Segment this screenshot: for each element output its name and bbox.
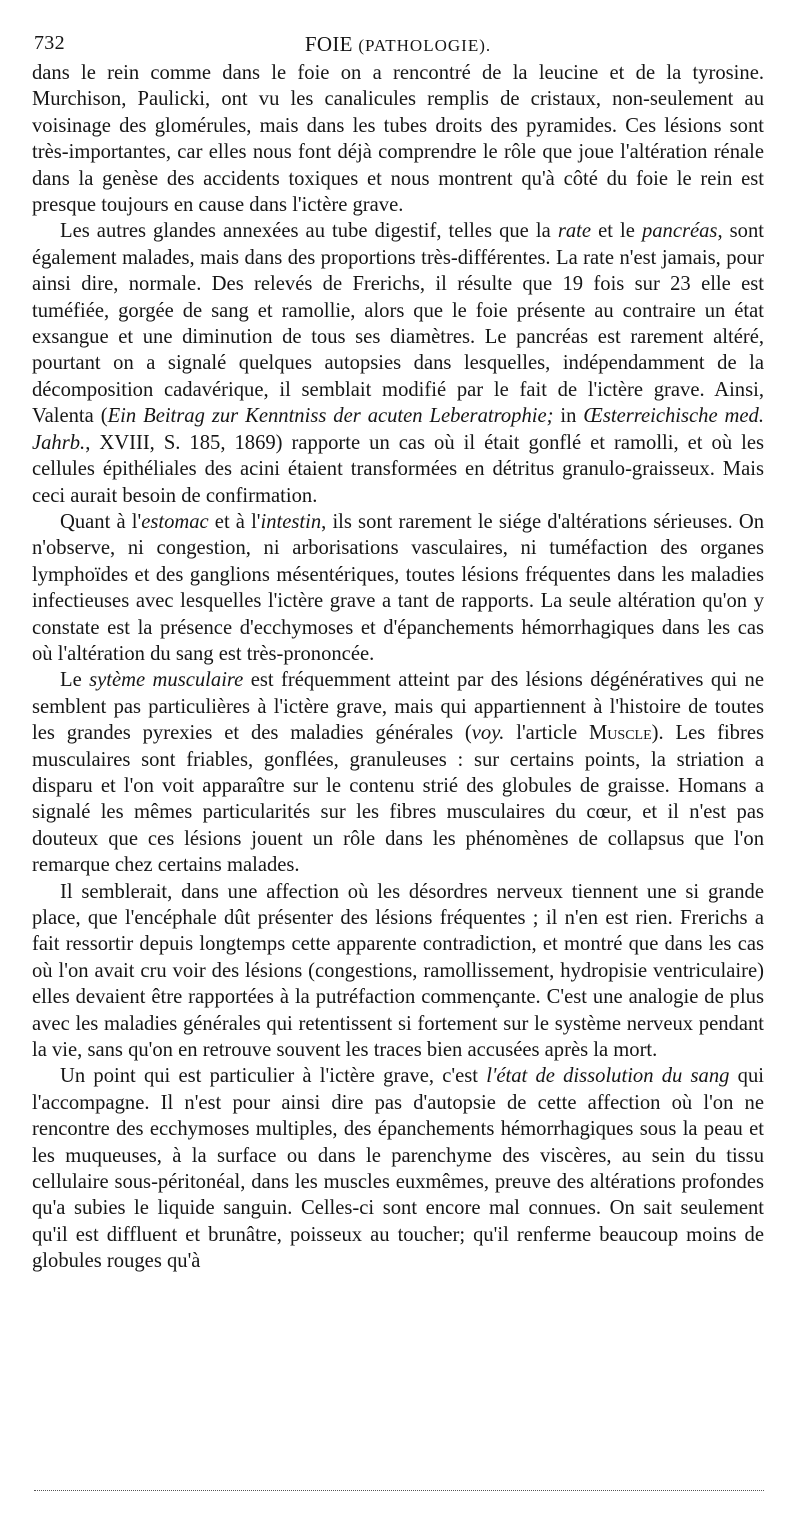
italic-span: sytème musculaire — [89, 669, 244, 692]
text-span: dans le rein comme dans le foie on a rencontré de la leucine et de la tyrosine. Murchison, Paulicki, ont vu les canalicules remplis de cristaux, non-seulement au voisinage des glomérules, mais dans les tubes droits des pyramides. Ces lésions sont très-importantes, car elles nous font déjà comprendre le rôle que joue l'altération rénale dans la genèse des accidents toxiques et nous montrent qu'à côté du foie le rein est presque toujours en cause dans l'ictère grave. — [32, 62, 764, 217]
text-span: Les autres glandes annexées au tube digestif, telles que la — [60, 220, 558, 243]
text-span: Il semblerait, dans une affection où les désordres nerveux tiennent une si grande place, que l'encéphale dût présenter des lésions fréquentes ; il n'en est rien. Frerichs a fait ressortir depuis longtemps cette apparente contradiction, et montré que dans les cas où l'on avait cru voir des lésions (congestions, ramollissement, hydropisie ventriculaire) elles devaient être rapportées à la putréfaction commençante. C'est une analogie de plus avec les maladies générales qui retentissent si fortement sur le système nerveux pendant la vie, sans qu'on en retrouve souvent les traces bien accusées après la mort. — [32, 880, 764, 1062]
text-span: l'article — [504, 722, 589, 745]
text-span: et le — [591, 220, 642, 243]
italic-span: pancréas — [641, 220, 718, 243]
text-span: qui l'accompagne. Il n'est pour ainsi dire pas d'autopsie de cette affection où l'on ne rencontre des ecchymoses multiples, des épanchements hémorrhagiques sous la peau et les muqueuses, à la surface ou dans le parenchyme des viscères, au sein du tissu cellulaire sous-péritonéal, dans les muscles euxmêmes, preuve des altérations profondes qu'a subies le liquide sanguin. Celles-ci sont encore mal connues. On sait seulement qu'il est diffluent et brunâtre, poisseux au toucher; qu'il renferme beaucoup moins de globules rouges qu'à — [32, 1065, 764, 1273]
paragraph-1 — [32, 60, 764, 218]
text-span: Un point qui est particulier à l'ictère grave, c'est — [60, 1065, 487, 1088]
text-span: , sont également malades, mais dans des proportions très-différentes. La rate n'est jamais, pour ainsi dire, normale. Des relevés de Frerichs, il résulte que 19 fois sur 23 elle est tuméfiée, gorgée de sang et ramollie, alors que le foie présente au contraire un état exsangue et une diminution de tous ses diamètres. Le pancréas est rarement altéré, pourtant on a signalé quelques autopsies dans lesquelles, indépendamment de la décomposition cadavérique, il semblait modifié par le fait de l'ictère grave. Ainsi, Valenta ( — [32, 220, 764, 428]
text-span: et à l' — [208, 510, 261, 533]
text-span: Quant à l' — [60, 510, 142, 533]
text-span: Le — [60, 669, 90, 692]
text-span: , XVIII, S. 185, 1869) rapporte un cas où il était gonflé et ramolli, et où les cellules épithéliales des acini étaient transformées en détritus granulo-graisseux. Mais ceci aurait besoin de confirmation. — [32, 431, 764, 507]
running-title-sub: (PATHOLOGIE). — [358, 36, 492, 55]
page-number: 732 — [34, 32, 65, 54]
paragraph-2 — [32, 218, 764, 508]
paragraph-4 — [32, 667, 764, 878]
italic-span: rate — [557, 220, 592, 243]
paragraph-6 — [32, 1063, 764, 1274]
body-text — [32, 60, 764, 1275]
italic-span: estomac — [141, 510, 209, 533]
text-span: , ils sont rarement le siége d'altérations sérieuses. On n'observe, ni congestion, ni arborisations vasculaires, ni tuméfaction des organes lymphoïdes et des ganglions mésentériques, toutes lésions fréquentes dans les maladies infectieuses avec lesquelles l'ictère grave a tant de rapports. La seule altération qu'on y constate est la présence d'ecchymoses et d'épanchements hémorrhagiques dans les cas où l'altération du sang est très-prononcée. — [32, 510, 764, 665]
italic-span: Ein Beitrag zur Kenntniss der acuten Leberatrophie; — [107, 405, 554, 428]
italic-span: l'état de dissolution du sang — [486, 1065, 730, 1088]
running-title — [32, 32, 764, 57]
footer-dotted-rule — [34, 1490, 764, 1491]
smallcaps-span: Muscle — [588, 722, 652, 745]
page-header — [32, 20, 764, 60]
text-span: ). Les fibres musculaires sont friables, gonflées, granuleuses : sur certains points, la striation a disparu et l'on voit apparaître sur le contenu strié des globules de graisse. Homans a signalé les mêmes particularités sur les fibres musculaires du cœur, et il n'est pas douteux que ces lésions jouent un rôle dans les phénomènes de collapsus que l'on remarque chez certains malades. — [32, 722, 764, 877]
text-span: est fréquemment atteint par des lésions dégénératives qui ne semblent pas particulières à l'ictère grave, mais qui appartiennent à l'histoire de toutes les grandes pyrexies et des maladies générales ( — [32, 669, 764, 745]
italic-span: Œsterreichische med. Jahrb. — [32, 405, 764, 454]
running-title-main: FOIE — [304, 32, 353, 56]
italic-span: intestin — [260, 510, 322, 533]
text-span: in — [553, 405, 584, 428]
paragraph-3 — [32, 509, 764, 667]
italic-span: voy. — [471, 722, 505, 745]
paragraph-5 — [32, 879, 764, 1064]
